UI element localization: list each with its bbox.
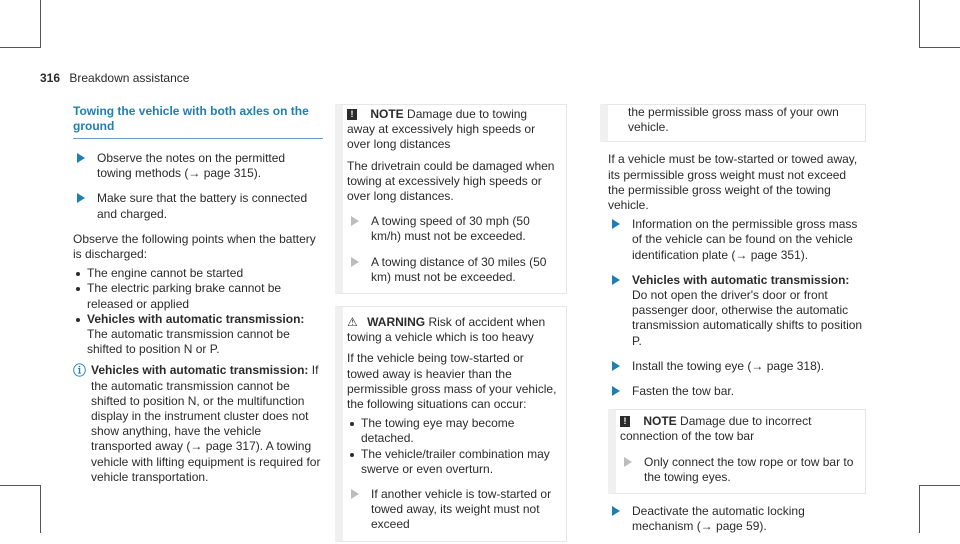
info-bold: Vehicles with automatic transmission: <box>91 363 309 378</box>
warning-header <box>347 315 558 345</box>
heading-rule <box>73 138 323 139</box>
step-item <box>608 504 866 534</box>
step-arrow-icon <box>612 275 620 285</box>
step-arrow-icon <box>351 216 359 226</box>
crop-mark <box>919 485 960 486</box>
warning-title: Risk of accident when towing a vehicle which is too heavy <box>347 315 546 345</box>
step-item <box>347 487 558 533</box>
step-arrow-icon <box>612 361 620 371</box>
step-arrow-icon <box>612 386 620 396</box>
step-text: Do not open the driver's door or front passenger door, otherwise the automatic transmission automatically shifts to position P. <box>632 288 863 348</box>
crop-mark <box>0 485 41 486</box>
info-block <box>73 363 323 485</box>
step-text: Deactivate the automatic locking mechanism (→ page 59). <box>632 504 805 534</box>
bullet-icon <box>76 318 80 322</box>
page-number: 316 <box>40 71 61 85</box>
bullet-list <box>347 416 558 477</box>
note-box <box>335 104 567 294</box>
step-item <box>608 217 866 263</box>
observe-text: Observe the following points when the battery is discharged: <box>73 231 316 262</box>
step-item <box>347 255 558 285</box>
step-text: Install the towing eye (→ page 318). <box>632 358 825 373</box>
heading-line: ground <box>73 119 115 133</box>
note-header <box>347 107 558 153</box>
step-arrow-icon <box>77 193 85 203</box>
continued-text: the permissible gross mass of your own vehicle. <box>628 105 839 135</box>
info-text: If the automatic transmission cannot be shifted to position N, or the multifunction display in the instrument cluster does not show anything, have the vehicle transported away (→ page 317). A towing vehicle with lifting equipment is required for vehicle transportation. <box>91 363 321 484</box>
bullet-icon <box>76 287 80 291</box>
step-text: Fasten the tow bar. <box>632 384 735 399</box>
section-title: Breakdown assistance <box>69 71 190 85</box>
step-arrow-icon <box>624 457 632 467</box>
step-arrow-icon <box>612 506 620 516</box>
paragraph: If a vehicle must be tow-started or towed away, its permissible gross weight must not exceed the permissible gross weight of the towing vehicle. <box>608 152 858 213</box>
list-item <box>73 312 323 358</box>
list-item-text: The vehicle/trailer combination may swerve or even overturn. <box>361 446 550 476</box>
crop-mark <box>40 0 41 48</box>
column-2 <box>343 104 567 542</box>
crop-mark <box>919 0 920 48</box>
bullet-icon <box>350 453 354 457</box>
step-text: If another vehicle is tow-started or towed away, its weight must not exceed <box>371 487 552 532</box>
notice-icon: ! <box>620 416 630 427</box>
step-arrow-icon <box>77 153 85 163</box>
bullet-icon <box>76 272 80 276</box>
warning-box <box>335 306 567 542</box>
notice-icon: ! <box>347 109 357 120</box>
heading-line: Towing the vehicle with both axles on the <box>73 104 309 118</box>
note-body: The drivetrain could be damaged when towing at excessively high speeds or over long distances. <box>347 158 555 204</box>
bullet-list <box>73 266 323 357</box>
bullet-icon <box>350 422 354 426</box>
warning-body: If the vehicle being tow-started or towed away is heavier than the permissible gross mass of your vehicle, the following situations can occur: <box>347 351 557 412</box>
step-item <box>73 191 323 221</box>
note-label: NOTE <box>643 414 677 429</box>
step-item <box>620 455 857 485</box>
step-arrow-icon <box>612 219 620 229</box>
list-item <box>73 266 323 281</box>
list-item <box>73 281 323 311</box>
column-1 <box>73 104 323 485</box>
note-header <box>620 414 857 444</box>
list-item-text: The automatic transmission cannot be shifted to position N or P. <box>87 327 290 357</box>
list-item-text: The engine cannot be started <box>87 266 244 281</box>
step-text: Information on the permissible gross mass of the vehicle can be found on the vehicle identification plate (→ page 351). <box>632 217 858 262</box>
info-icon: ⓘ <box>73 363 87 379</box>
step-text: Observe the notes on the permitted towing methods (→ page 315). <box>97 151 286 181</box>
list-item <box>347 416 558 446</box>
warning-label: WARNING <box>367 315 426 330</box>
step-item <box>347 214 558 244</box>
crop-mark <box>0 47 41 48</box>
step-item <box>608 384 866 399</box>
step-text: A towing speed of 30 mph (50 km/h) must not be exceeded. <box>371 214 530 244</box>
step-arrow-icon <box>351 489 359 499</box>
list-item-text: The towing eye may become detached. <box>361 416 515 446</box>
step-item <box>73 151 323 181</box>
warning-continuation <box>600 104 866 142</box>
page-header <box>40 71 189 85</box>
note-title: Damage due to towing away at excessively high speeds or over long distances <box>347 107 536 152</box>
step-item <box>608 359 866 374</box>
step-text: Make sure that the battery is connected and charged. <box>97 191 308 221</box>
crop-mark <box>40 485 41 533</box>
list-item <box>347 447 558 477</box>
note-title: Damage due to incorrect connection of the tow bar <box>620 414 812 444</box>
step-item <box>608 273 866 349</box>
note-box <box>608 409 866 494</box>
list-item-text: The electric parking brake cannot be released or applied <box>87 281 282 311</box>
list-item-bold: Vehicles with automatic transmission: <box>87 311 305 326</box>
note-label: NOTE <box>370 107 404 121</box>
crop-mark <box>919 47 960 48</box>
crop-mark <box>919 485 920 533</box>
step-arrow-icon <box>351 257 359 267</box>
step-bold: Vehicles with automatic transmission: <box>632 272 850 287</box>
section-heading <box>73 104 323 134</box>
column-3 <box>608 104 866 544</box>
step-text: A towing distance of 30 miles (50 km) must not be exceeded. <box>371 254 547 284</box>
step-text: Only connect the tow rope or tow bar to the towing eyes. <box>644 454 854 484</box>
warning-triangle-icon: ⚠ <box>347 315 358 330</box>
